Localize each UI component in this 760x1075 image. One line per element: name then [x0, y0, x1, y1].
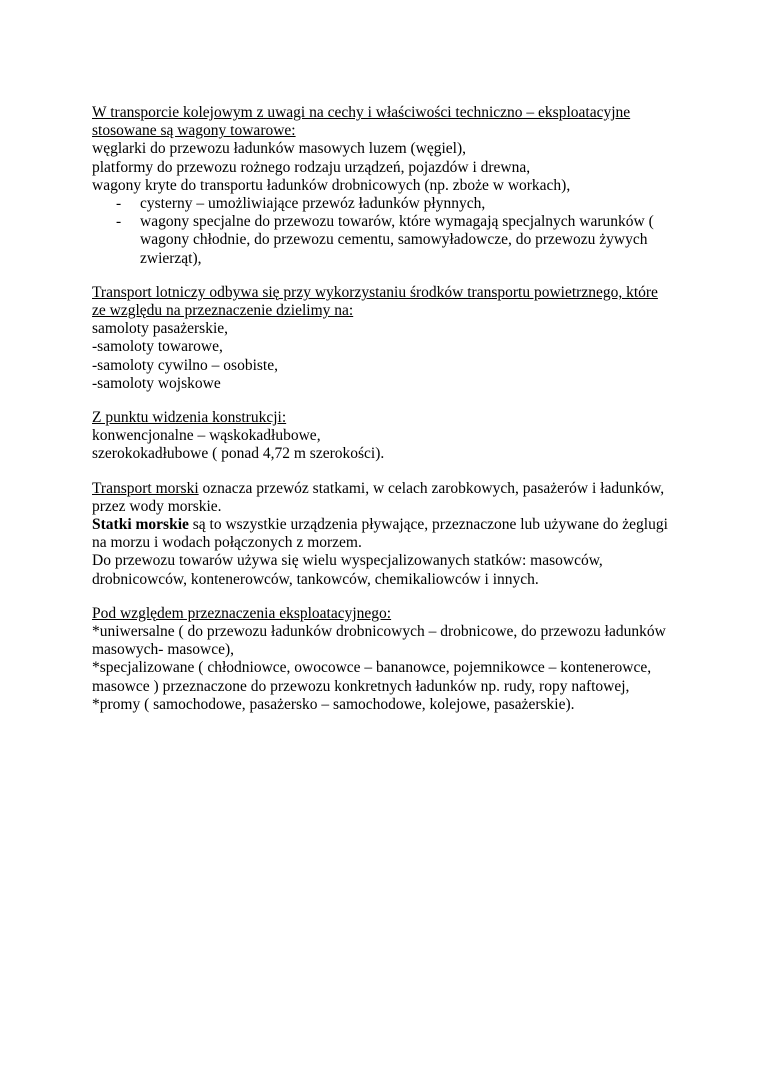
section-heading: Transport lotniczy odbywa się przy wykorzystaniu środków transportu powietrznego, które ze względu na przeznaczenie dzielimy na: — [92, 283, 658, 320]
section-construction — [92, 409, 668, 464]
text-line: platformy do przewozu rożnego rodzaju urządzeń, pojazdów i drewna, — [92, 158, 531, 176]
text-line: konwencjonalne – wąskokadłubowe, — [92, 427, 321, 445]
text-line: szerokokadłubowe ( ponad 4,72 m szerokości). — [92, 445, 385, 463]
section-heading: Pod względem przeznaczenia eksploatacyjnego: — [92, 604, 392, 622]
purpose-heading-line — [92, 605, 668, 623]
sea-sentence-1-rest: oznacza przewóz statkami, w celach zarobkowych, pasażerów i ładunków, przez wody morskie. — [92, 479, 665, 515]
section-heading: Z punktu widzenia konstrukcji: — [92, 409, 287, 427]
construction-heading-line — [92, 409, 668, 427]
sea-sentence-1 — [92, 480, 668, 516]
text-line: wagony kryte do transportu ładunków drobnicowych (np. zboże w workach), — [92, 176, 571, 194]
text-line: -samoloty cywilno – osobiste, — [92, 356, 278, 374]
section-exploitation-purpose — [92, 605, 668, 714]
bullet-marker: - — [116, 195, 122, 213]
bullet-item — [92, 195, 668, 213]
text-line: *uniwersalne ( do przewozu ładunków drobnicowych – drobnicowe, do przewozu ładunków masowych- masowce), — [92, 623, 666, 659]
rail-heading-line — [92, 104, 668, 140]
text-line: *promy ( samochodowe, pasażersko – samochodowe, kolejowe, pasażerskie). — [92, 695, 575, 713]
bullet-text: wagony specjalne do przewozu towarów, które wymagają specjalnych warunków ( wagony chłodnie, do przewozu cementu, samowyładowcze, do przewozu żywych zwierząt), — [140, 213, 654, 267]
text-line: -samoloty wojskowe — [92, 374, 221, 392]
sea-sentence-3: Do przewozu towarów używa się wielu wyspecjalizowanych statków: masowców, drobnicowców, kontenerowców, tankowców, chemikaliowców i innych. — [92, 552, 603, 588]
text-line: węglarki do przewozu ładunków masowych luzem (węgiel), — [92, 140, 467, 158]
sea-sentence-2-rest: są to wszystkie urządzenia pływające, przeznaczone lub używane do żeglugi na morzu i wodach połączonych z morzem. — [92, 516, 668, 552]
sea-sentence-2 — [92, 516, 668, 552]
text-line: *specjalizowane ( chłodniowce, owocowce – bananowce, pojemnikowce – kontenerowce, masowce ) przeznaczone do przewozu konkretnych ładunków np. rudy, ropy naftowej, — [92, 659, 652, 695]
section-air-transport — [92, 284, 668, 393]
sea-transport-term: Transport morski — [92, 479, 199, 497]
section-heading: W transporcie kolejowym z uwagi na cechy i właściwości techniczno – eksploatacyjne stosowane są wagony towarowe: — [92, 104, 631, 140]
air-heading-line — [92, 284, 668, 320]
text-line: samoloty pasażerskie, — [92, 320, 229, 338]
bullet-marker: - — [116, 213, 122, 231]
text-line: -samoloty towarowe, — [92, 338, 223, 356]
bullet-item — [92, 213, 668, 268]
section-rail-transport — [92, 104, 668, 268]
sea-vessels-term: Statki morskie — [92, 516, 189, 534]
bullet-text: cysterny – umożliwiające przewóz ładunków płynnych, — [140, 195, 486, 213]
section-sea-transport — [92, 480, 668, 589]
